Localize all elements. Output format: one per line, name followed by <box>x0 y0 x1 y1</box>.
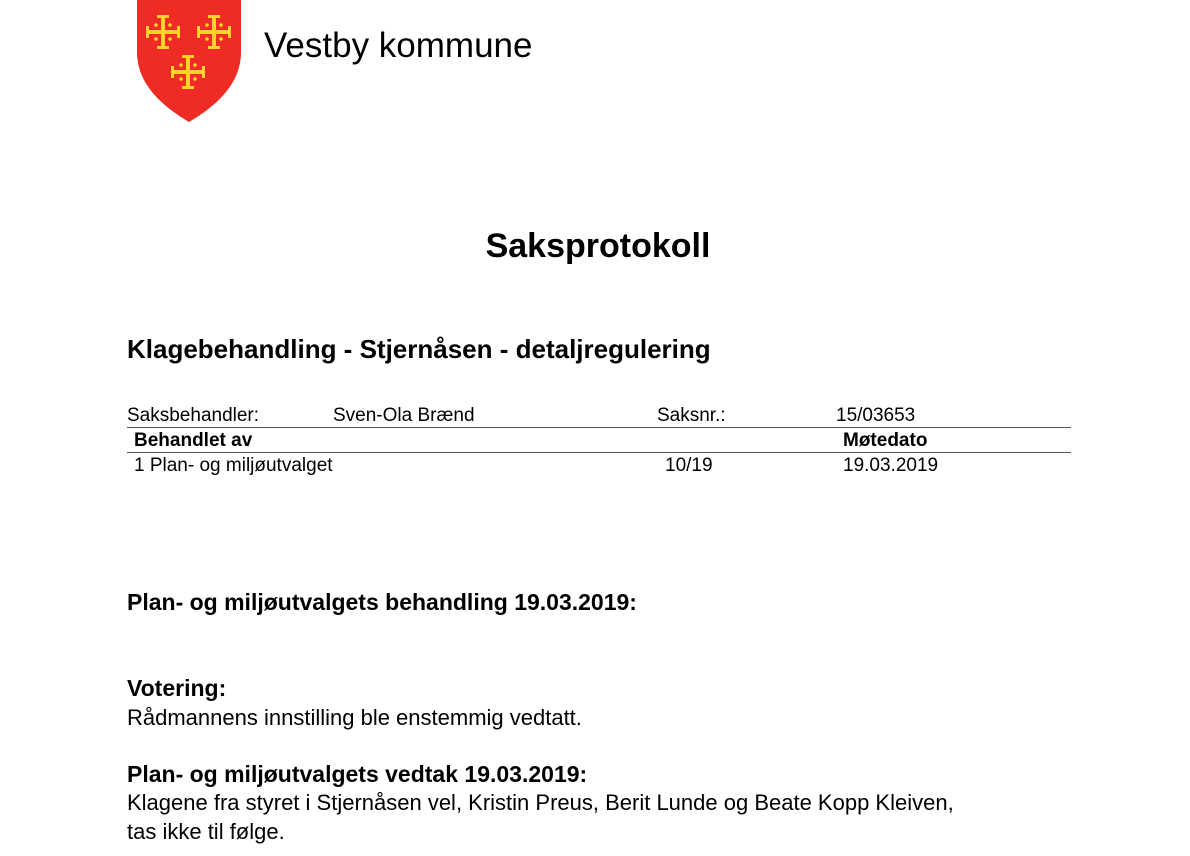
table-row-saknr: 10/19 <box>665 455 713 476</box>
votering-heading: Votering: <box>127 675 227 701</box>
saksbehandler-value: Sven-Ola Brænd <box>333 405 475 426</box>
vestby-crest-icon <box>136 0 242 122</box>
vedtak-heading: Plan- og miljøutvalgets vedtak 19.03.2019: <box>127 761 588 787</box>
municipality-name: Vestby kommune <box>264 26 533 65</box>
saksnr-value: 15/03653 <box>836 405 916 426</box>
table-header-divider <box>127 452 1071 453</box>
vedtak-text-line-2: tas ikke til følge. <box>127 819 285 844</box>
saksbehandler-label: Saksbehandler: <box>127 405 260 426</box>
table-row-date: 19.03.2019 <box>843 455 939 476</box>
column-header-motedato: Møtedato <box>843 430 928 451</box>
case-title: Klagebehandling - Stjernåsen - detaljregulering <box>127 334 711 364</box>
vedtak-text-line-1: Klagene fra styret i Stjernåsen vel, Kristin Preus, Berit Lunde og Beate Kopp Kleiven, <box>127 790 954 815</box>
table-row-body: 1 Plan- og miljøutvalget <box>134 455 333 476</box>
table-top-divider <box>127 427 1071 428</box>
votering-text: Rådmannens innstilling ble enstemmig vedtatt. <box>127 705 582 730</box>
column-header-behandlet-av: Behandlet av <box>134 430 253 451</box>
saksnr-label: Saksnr.: <box>657 405 726 426</box>
document-title: Saksprotokoll <box>485 227 711 265</box>
behandling-heading: Plan- og miljøutvalgets behandling 19.03.2019: <box>127 589 637 615</box>
